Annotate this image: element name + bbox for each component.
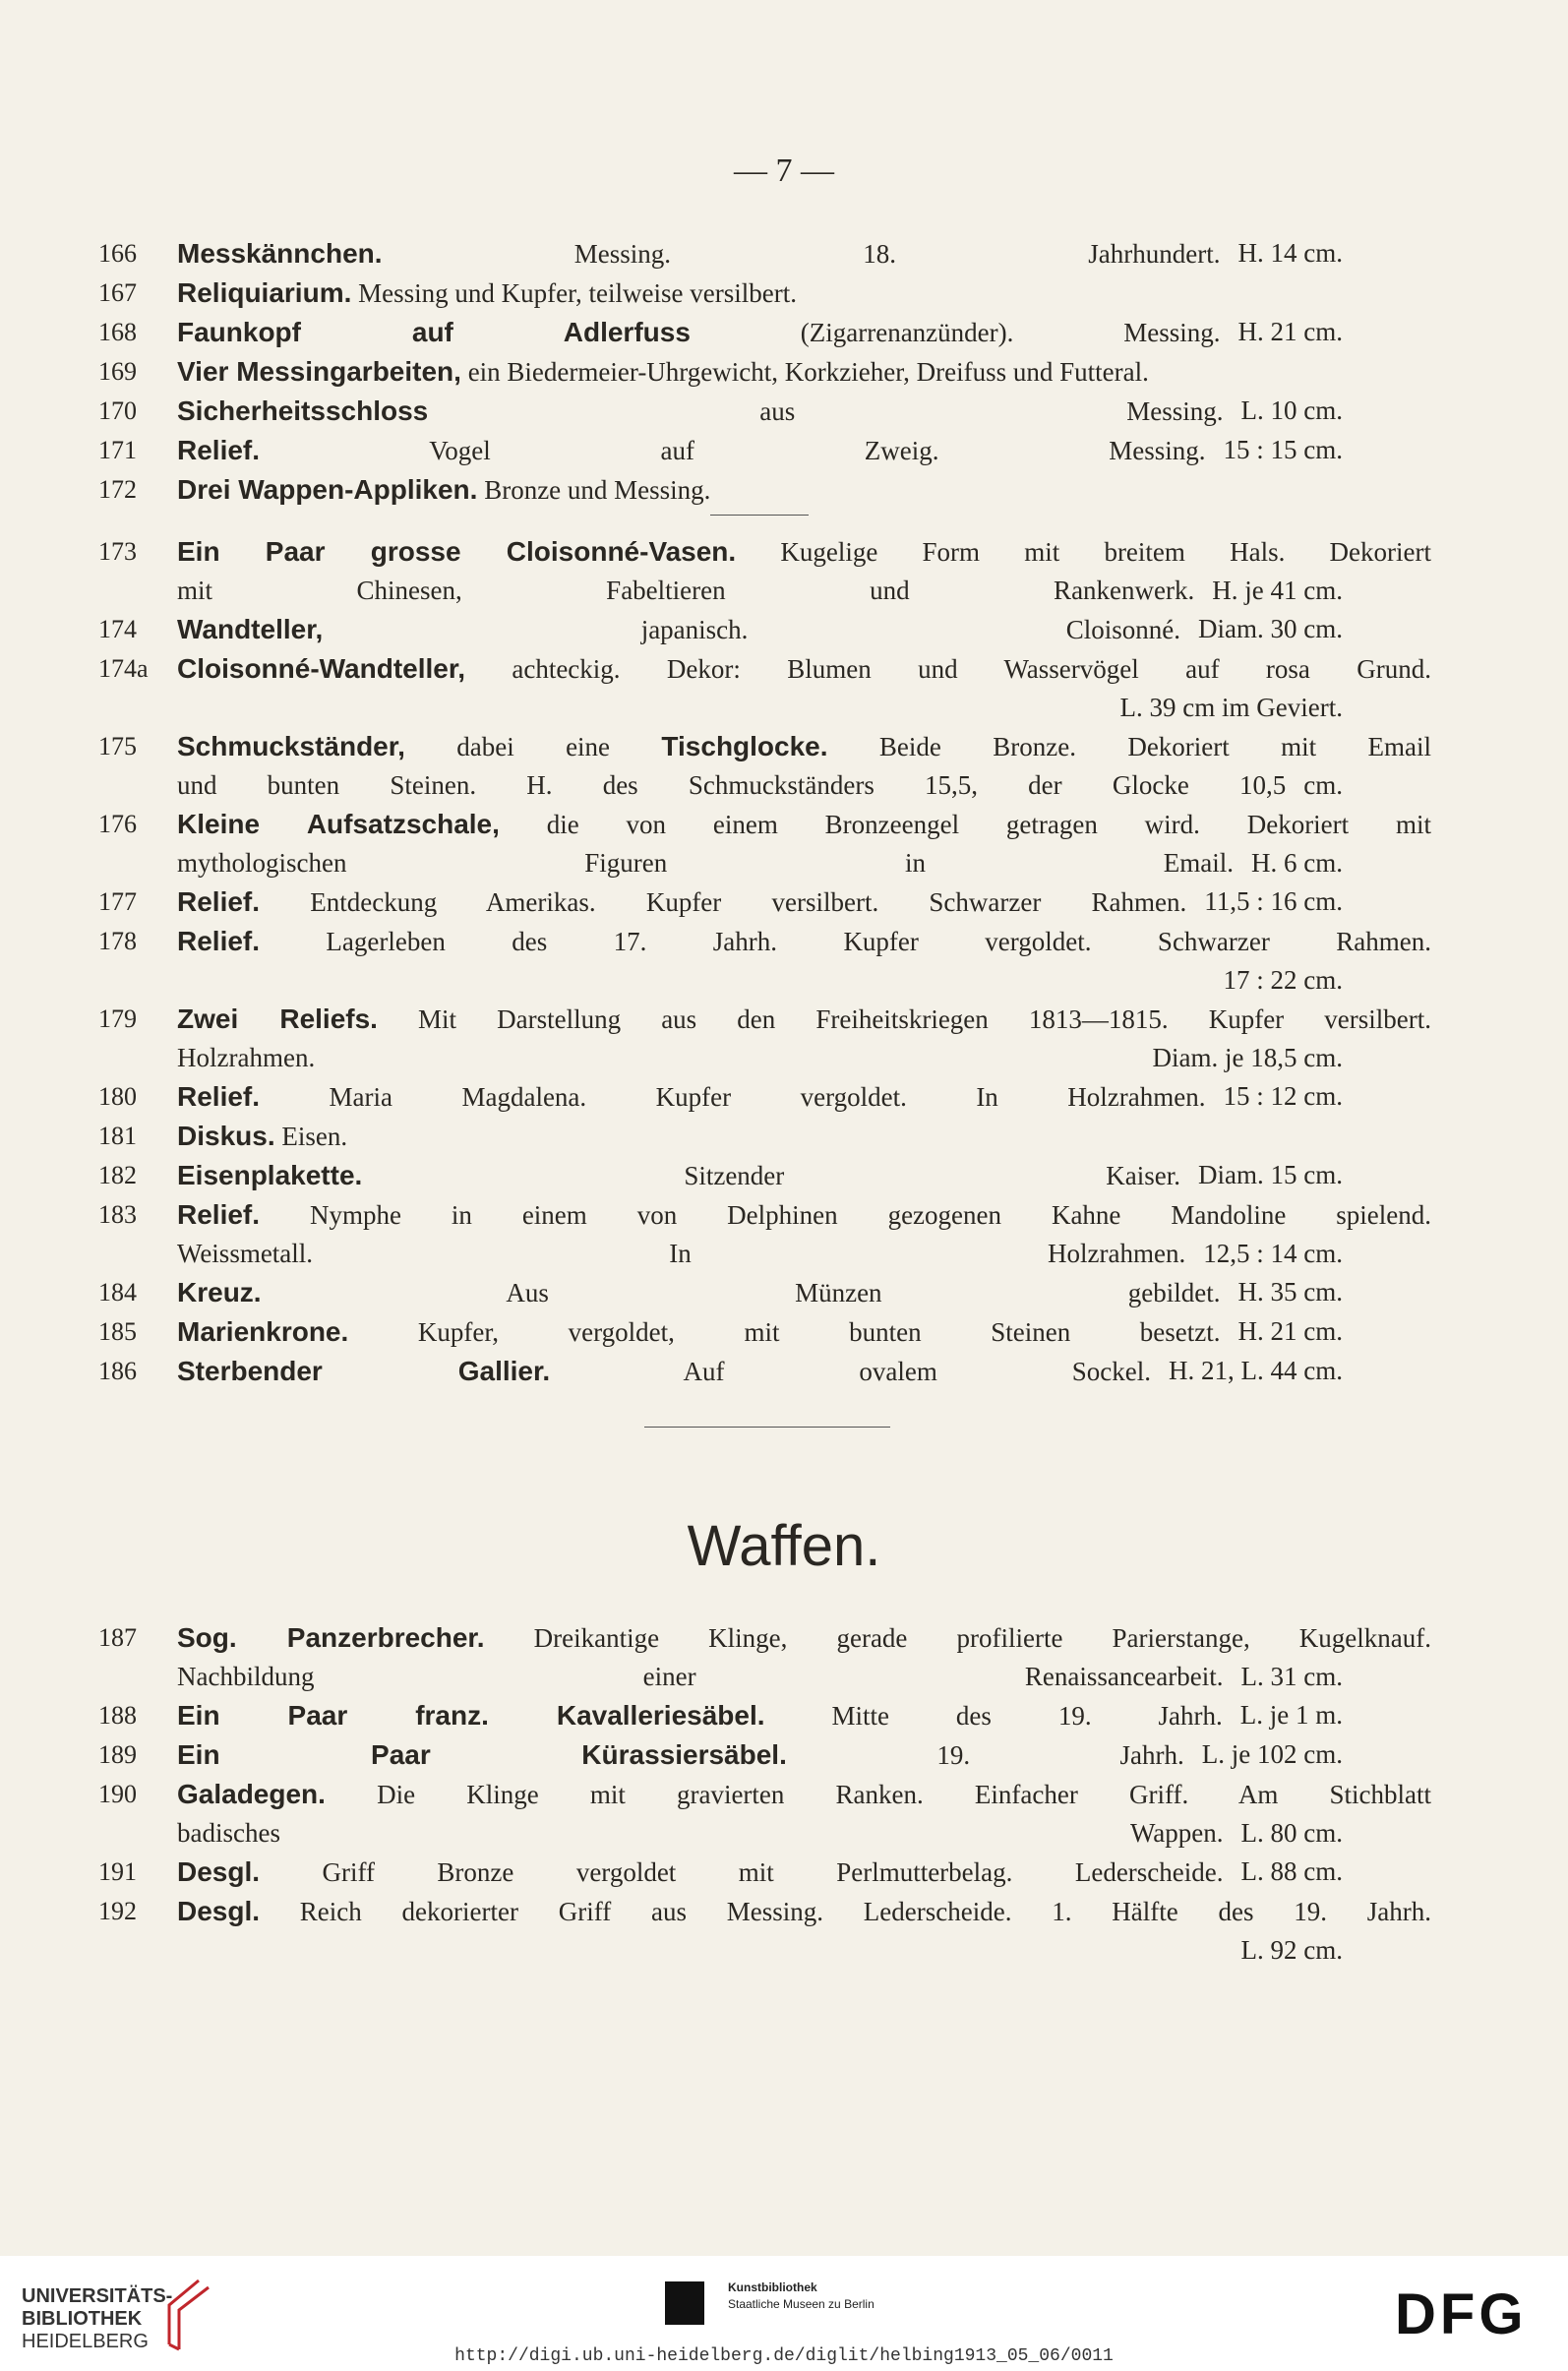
entry-line [177, 805, 1431, 844]
entry-body [177, 805, 1431, 882]
entry-line [177, 1853, 1431, 1892]
entry-line [177, 1273, 1431, 1312]
entry-text: Griff Bronze vergoldet mit Perlmutterbelag. Lederscheide. [260, 1857, 1224, 1887]
catalog-entry [98, 649, 1431, 727]
entry-title: Drei Wappen-Appliken. [177, 474, 478, 505]
entry-description [177, 1892, 1431, 1931]
entry-measurement: Diam. 30 cm. [1198, 614, 1343, 643]
entry-description [177, 1156, 1180, 1195]
entry-description [177, 1658, 1224, 1696]
entry-body [177, 532, 1431, 610]
entry-text: Bronze und Messing. [477, 475, 711, 505]
entry-line [177, 532, 1431, 572]
dfg-logo: DFG [1395, 2282, 1528, 2346]
entry-title: Ein Paar franz. Kavalleriesäbel. [177, 1700, 765, 1731]
entry-description [177, 1235, 1185, 1273]
entry-body [177, 1156, 1431, 1195]
entry-description [177, 882, 1186, 922]
catalog-entry [98, 1352, 1431, 1391]
catalog-entry [98, 392, 1431, 431]
entry-number: 182 [98, 1161, 137, 1189]
library-footer [0, 2256, 1568, 2371]
entry-number: 167 [98, 278, 137, 307]
entry-body [177, 1892, 1431, 1970]
entry-title: Galadegen. [177, 1779, 326, 1809]
entry-body [177, 922, 1431, 1000]
entry-title: Zwei Reliefs. [177, 1003, 378, 1034]
catalog-entry [98, 313, 1431, 352]
catalog-group-cloisonne-reliefs [98, 532, 1431, 1391]
entry-description [177, 313, 1221, 352]
entry-title: Sicherheitsschloss [177, 395, 429, 426]
entry-line [177, 313, 1431, 352]
entry-body [177, 234, 1431, 274]
entry-title: Cloisonné-Wandteller, [177, 653, 465, 684]
entry-measurement: cm. [1303, 770, 1343, 800]
entry-body [177, 1696, 1431, 1735]
entry-text: Mit Darstellung aus den Freiheitskriegen 1813—1815. Kupfer versilbert. [377, 1004, 1431, 1034]
entry-text: Aus Münzen gebildet. [261, 1278, 1221, 1307]
entry-text: Reich dekorierter Griff aus Messing. Lederscheide. 1. Hälfte des 19. Jahrh. [260, 1897, 1431, 1926]
entry-text: Messing. 18. Jahrhundert. [382, 239, 1221, 269]
entry-measurement: H. 14 cm. [1237, 238, 1343, 268]
entry-number: 192 [98, 1897, 137, 1925]
entry-measurement: L. 92 cm. [1240, 1935, 1343, 1965]
entry-text: mythologischen Figuren in Email. [177, 848, 1235, 878]
catalog-entry [98, 470, 1431, 510]
entry-text: die von einem Bronzeengel getragen wird. Dekoriert mit [499, 810, 1431, 839]
entry-title: Relief. [177, 886, 261, 917]
entry-text: Lagerleben des 17. Jahrh. Kupfer vergoldet. Schwarzer Rahmen. [260, 927, 1431, 956]
entry-title: Relief. [177, 435, 261, 465]
entry-description [177, 1039, 1135, 1077]
entry-text: und bunten Steinen. H. des Schmuckständers 15,5, der Glocke 10,5 [177, 770, 1287, 800]
entry-text: Maria Magdalena. Kupfer vergoldet. In Holzrahmen. [260, 1082, 1206, 1112]
entry-body [177, 882, 1431, 922]
catalog-entry [98, 727, 1431, 805]
entry-text: Kupfer, vergoldet, mit bunten Steinen besetzt. [348, 1317, 1221, 1347]
catalog-entry [98, 352, 1431, 392]
entry-body [177, 1352, 1431, 1391]
entry-line [177, 766, 1431, 805]
entry-line [177, 1117, 1431, 1156]
entry-body [177, 313, 1431, 352]
entry-number: 174a [98, 654, 149, 683]
entry-measurement: Diam. je 18,5 cm. [1152, 1043, 1343, 1072]
entry-number: 191 [98, 1857, 137, 1886]
entry-number: 177 [98, 887, 137, 916]
entry-line [177, 1235, 1431, 1273]
catalog-entry [98, 610, 1431, 649]
entry-description [177, 352, 1431, 392]
catalog-entry [98, 1312, 1431, 1352]
entry-text: Eisen. [274, 1122, 348, 1151]
entry-number: 172 [98, 475, 137, 504]
entry-line [177, 1618, 1431, 1658]
entry-text: Vogel auf Zweig. Messing. [260, 436, 1206, 465]
entry-number: 175 [98, 732, 137, 760]
entry-line [177, 274, 1431, 313]
section-heading-waffen: Waffen. [687, 1514, 881, 1578]
entry-number: 186 [98, 1357, 137, 1385]
entry-number: 178 [98, 927, 137, 955]
entry-body [177, 1273, 1431, 1312]
entry-body [177, 727, 1431, 805]
entry-line [177, 572, 1431, 610]
catalog-entry [98, 1892, 1431, 1970]
entry-title: Reliquiarium. [177, 277, 352, 308]
entry-text: Nachbildung einer Renaissancearbeit. [177, 1662, 1224, 1691]
entry-line [177, 610, 1431, 649]
entry-text: Kugelige Form mit breitem Hals. Dekoriert [736, 537, 1431, 567]
entry-measurement: H. 6 cm. [1251, 848, 1343, 878]
entry-line [177, 1775, 1431, 1814]
entry-body [177, 1618, 1431, 1696]
entry-description [177, 1273, 1221, 1312]
entry-line [177, 1156, 1431, 1195]
divider-short [710, 515, 809, 516]
entry-number: 179 [98, 1004, 137, 1033]
entry-title: Schmuckständer, [177, 731, 405, 761]
entry-title: Eisenplakette. [177, 1160, 363, 1190]
entry-description [177, 922, 1431, 961]
entry-body [177, 392, 1431, 431]
catalog-entry [98, 1195, 1431, 1273]
entry-description [177, 470, 1431, 510]
entry-line [177, 844, 1431, 882]
entry-body [177, 1000, 1431, 1077]
entry-number: 180 [98, 1082, 137, 1111]
entry-measurement: L. 88 cm. [1240, 1856, 1343, 1886]
catalog-entry [98, 1273, 1431, 1312]
entry-number: 174 [98, 615, 137, 643]
entry-number: 173 [98, 537, 137, 566]
entry-body [177, 470, 1431, 510]
entry-number: 187 [98, 1623, 137, 1652]
entry-line [177, 922, 1431, 961]
entry-text: aus Messing. [428, 396, 1224, 426]
heidelberg-library-logo-text: UNIVERSITÄTS- BIBLIOTHEK HEIDELBERG [22, 2285, 173, 2352]
entry-line [177, 352, 1431, 392]
entry-title: Vier Messingarbeiten, [177, 356, 461, 387]
catalog-entry [98, 431, 1431, 470]
entry-line [177, 1039, 1431, 1077]
entry-description [177, 1814, 1224, 1853]
entry-description [177, 1117, 1431, 1156]
source-url[interactable]: http://digi.ub.uni-heidelberg.de/diglit/helbing1913_05_06/0011 [454, 2346, 1114, 2366]
entry-body [177, 1195, 1431, 1273]
entry-description [177, 844, 1234, 882]
catalog-entry [98, 1696, 1431, 1735]
entry-line [177, 689, 1431, 727]
entry-text: achteckig. Dekor: Blumen und Wasservögel auf rosa Grund. [465, 654, 1431, 684]
entry-text: Mitte des 19. Jahrh. [764, 1701, 1223, 1731]
catalog-entry [98, 1077, 1431, 1117]
entry-measurement: 11,5 : 16 cm. [1204, 886, 1343, 916]
entry-title: Kreuz. [177, 1277, 262, 1307]
catalog-entry [98, 922, 1431, 1000]
entry-text: Holzrahmen. [177, 1043, 316, 1072]
entry-description [177, 274, 1431, 313]
page-number: — 7 — [734, 152, 834, 189]
heidelberg-library-logo-icon [159, 2276, 218, 2354]
entry-description [177, 1618, 1431, 1658]
entry-number: 189 [98, 1740, 137, 1769]
entry-title: Ein Paar grosse Cloisonné-Vasen. [177, 536, 737, 567]
entry-measurement: 12,5 : 14 cm. [1203, 1239, 1343, 1268]
entry-text: Messing und Kupfer, teilweise versilbert. [351, 278, 797, 308]
entry-text: japanisch. Cloisonné. [323, 615, 1181, 644]
catalog-entry [98, 1117, 1431, 1156]
entry-title: Faunkopf auf Adlerfuss [177, 317, 691, 347]
entry-title: Desgl. [177, 1856, 261, 1887]
entry-line [177, 882, 1431, 922]
entry-line [177, 961, 1431, 1000]
entry-number: 171 [98, 436, 137, 464]
entry-text: dabei eine [404, 732, 662, 761]
entry-line [177, 392, 1431, 431]
entry-title: Marienkrone. [177, 1316, 349, 1347]
entry-description [177, 392, 1224, 431]
entry-measurement: H. je 41 cm. [1212, 576, 1343, 605]
entry-number: 176 [98, 810, 137, 838]
entry-body [177, 352, 1431, 392]
entry-title: Ein Paar Kürassiersäbel. [177, 1739, 787, 1770]
entry-title: Relief. [177, 1081, 261, 1112]
entry-text: mit Chinesen, Fabeltieren und Rankenwerk. [177, 576, 1195, 605]
catalog-entry [98, 1156, 1431, 1195]
entry-number: 181 [98, 1122, 137, 1150]
entry-measurement: H. 35 cm. [1237, 1277, 1343, 1307]
entry-line [177, 1814, 1431, 1853]
entry-text: ein Biedermeier-Uhrgewicht, Korkzieher, Dreifuss und Futteral. [460, 357, 1149, 387]
catalog-entry [98, 1000, 1431, 1077]
entry-title: Tischglocke. [661, 731, 828, 761]
entry-text: Dreikantige Klinge, gerade profilierte Parierstange, Kugelknauf. [484, 1623, 1431, 1653]
entry-text: Auf ovalem Sockel. [550, 1357, 1152, 1386]
catalog-entry [98, 1735, 1431, 1775]
entry-number: 168 [98, 318, 137, 346]
entry-measurement: L. 39 cm im Geviert. [1119, 693, 1343, 722]
entry-description [177, 766, 1286, 805]
entry-number: 166 [98, 239, 137, 268]
catalog-entry [98, 1775, 1431, 1853]
entry-line [177, 1735, 1431, 1775]
entry-measurement: L. 10 cm. [1240, 395, 1343, 425]
catalog-entry [98, 1618, 1431, 1696]
entry-description [177, 805, 1431, 844]
entry-body [177, 274, 1431, 313]
entry-title: Sterbender Gallier. [177, 1356, 551, 1386]
entry-title: Relief. [177, 926, 261, 956]
catalog-entry [98, 274, 1431, 313]
entry-line [177, 1195, 1431, 1235]
entry-description [177, 532, 1431, 572]
entry-description [177, 1352, 1151, 1391]
entry-line [177, 234, 1431, 274]
catalog-entry [98, 805, 1431, 882]
entry-title: Wandteller, [177, 614, 324, 644]
entry-text: Die Klinge mit gravierten Ranken. Einfacher Griff. Am Stichblatt [325, 1780, 1431, 1809]
entry-line [177, 1312, 1431, 1352]
entry-description [177, 1077, 1206, 1117]
entry-number: 190 [98, 1780, 137, 1808]
entry-description [177, 1000, 1431, 1039]
entry-number: 184 [98, 1278, 137, 1307]
entry-title: Desgl. [177, 1896, 261, 1926]
catalog-entry [98, 532, 1431, 610]
entry-measurement: L. 80 cm. [1240, 1818, 1343, 1848]
catalog-group-waffen [98, 1618, 1431, 1970]
entry-line [177, 1931, 1431, 1970]
entry-line [177, 431, 1431, 470]
entry-body [177, 1735, 1431, 1775]
entry-body [177, 1775, 1431, 1853]
entry-text: Nymphe in einem von Delphinen gezogenen Kahne Mandoline spielend. [260, 1200, 1431, 1230]
entry-measurement: 15 : 15 cm. [1223, 435, 1343, 464]
entry-number: 185 [98, 1317, 137, 1346]
entry-text: (Zigarrenanzünder). Messing. [690, 318, 1221, 347]
catalog-entry [98, 882, 1431, 922]
entry-measurement: 15 : 12 cm. [1223, 1081, 1343, 1111]
entry-body [177, 431, 1431, 470]
entry-body [177, 1117, 1431, 1156]
entry-line [177, 727, 1431, 766]
entry-text: badisches Wappen. [177, 1818, 1224, 1848]
entry-title: Messkännchen. [177, 238, 383, 269]
entry-measurement: H. 21 cm. [1237, 1316, 1343, 1346]
entry-description [177, 649, 1431, 689]
entry-line [177, 1696, 1431, 1735]
entry-number: 188 [98, 1701, 137, 1730]
entry-description [177, 1853, 1224, 1892]
entry-text: Sitzender Kaiser. [362, 1161, 1181, 1190]
catalog-entry [98, 1853, 1431, 1892]
entry-line [177, 1352, 1431, 1391]
entry-body [177, 649, 1431, 727]
entry-body [177, 1312, 1431, 1352]
entry-description [177, 1696, 1223, 1735]
entry-description [177, 431, 1206, 470]
entry-measurement: H. 21 cm. [1237, 317, 1343, 346]
entry-description [177, 572, 1194, 610]
entry-description [177, 727, 1431, 766]
entry-measurement: Diam. 15 cm. [1198, 1160, 1343, 1189]
section-divider [644, 1427, 890, 1428]
entry-measurement: L. 31 cm. [1240, 1662, 1343, 1691]
entry-text: 19. Jahrh. [786, 1740, 1184, 1770]
entry-description [177, 1775, 1431, 1814]
entry-line [177, 649, 1431, 689]
entry-body [177, 1853, 1431, 1892]
entry-title: Kleine Aufsatzschale, [177, 809, 500, 839]
entry-line [177, 470, 1431, 510]
entry-description [177, 1735, 1184, 1775]
catalog-entry [98, 234, 1431, 274]
entry-title: Sog. Panzerbrecher. [177, 1622, 485, 1653]
entry-line [177, 1658, 1431, 1696]
entry-measurement: H. 21, L. 44 cm. [1169, 1356, 1343, 1385]
entry-measurement: L. je 1 m. [1239, 1700, 1343, 1730]
entry-description [177, 234, 1221, 274]
kunstbibliothek-logo-icon [665, 2281, 704, 2325]
entry-line [177, 1892, 1431, 1931]
entry-text: Beide Bronze. Dekoriert mit Email [827, 732, 1431, 761]
entry-description [177, 1195, 1431, 1235]
entry-measurement: L. je 102 cm. [1201, 1739, 1343, 1769]
entry-text: Weissmetall. In Holzrahmen. [177, 1239, 1186, 1268]
entry-body [177, 610, 1431, 649]
entry-number: 170 [98, 396, 137, 425]
entry-title: Relief. [177, 1199, 261, 1230]
entry-title: Diskus. [177, 1121, 275, 1151]
catalog-group-metal [98, 234, 1431, 510]
entry-line [177, 1000, 1431, 1039]
entry-description [177, 1312, 1221, 1352]
kunstbibliothek-logo-text: Kunstbibliothek Staatliche Museen zu Berlin [728, 2280, 874, 2311]
entry-number: 169 [98, 357, 137, 386]
entry-number: 183 [98, 1200, 137, 1229]
entry-text: Entdeckung Amerikas. Kupfer versilbert. Schwarzer Rahmen. [260, 887, 1187, 917]
entry-line [177, 1077, 1431, 1117]
entry-description [177, 610, 1180, 649]
entry-measurement: 17 : 22 cm. [1223, 965, 1343, 995]
entry-body [177, 1077, 1431, 1117]
